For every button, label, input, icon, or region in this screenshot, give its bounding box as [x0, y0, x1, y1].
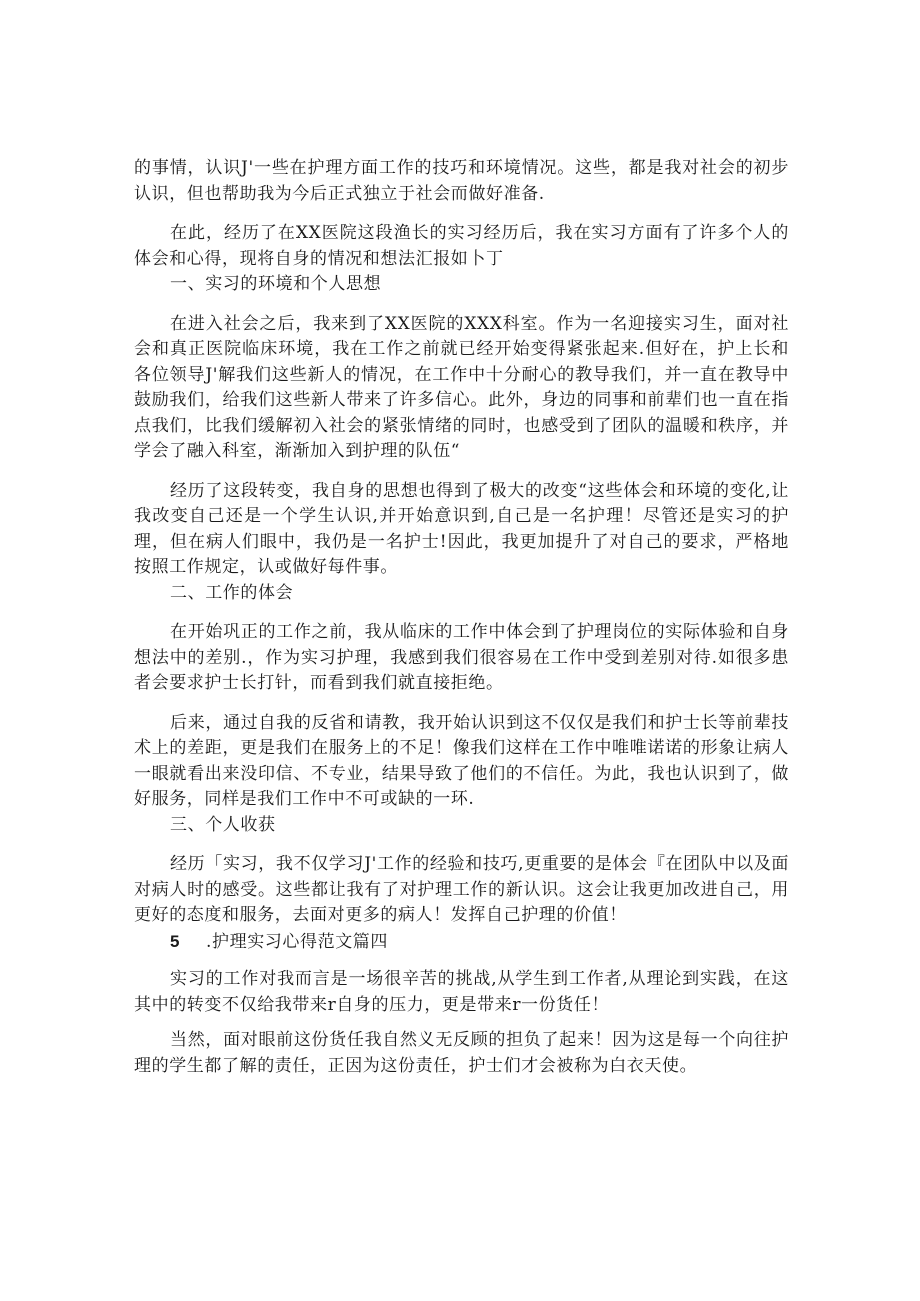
- section-heading-gains: 三、个人收获: [170, 814, 276, 835]
- document-body: [134, 156, 789, 1079]
- paragraph-responsibility: 当然，面对眼前这份货任我自然义无反顾的担负了起来！因为这是每一个向往护理的学生都了解的责任，正因为这份责任，护士们才会被称为白衣天使。: [134, 1030, 789, 1076]
- article-subtitle-number: 5: [170, 931, 181, 951]
- paragraph-entering-society: 在进入社会之后，我来到了XX医院的XXX科室。作为一名迎接实习生，面对社会和真正医院临床环境，我在工作之前就已经开始变得紧张起来.但好在，护上长和各位领导J'解我们这些新人的情况，在工作中十分耐心的教导我们，并一直在教导中鼓励我们，给我们这些新人带来了许多信心。此外，身边的同事和前辈们也一直在指点我们，比我们缓解初入社会的紧张情绪的同时，也感受到了团队的温暖和秩序，并学会了融入科室，渐渐加入到护理的队伍“: [134, 313, 789, 461]
- paragraph-challenge: 实习的工作对我而言是一场很辛苦的挑战,从学生到工作者,从理论到实践，在这其中的转变不仅给我带来r自身的压力，更是带来r一份货任！: [134, 969, 789, 1015]
- article-subtitle-text: .护理实习心得范文篇四: [206, 931, 389, 952]
- paragraph-mindset-change: 经历了这段转变，我自身的思想也得到了极大的改变“这些体会和环境的变化,让我改变自己还是一个学生认识,并开始意识到,自己是一名护理！尽管还是实习的护理，但在病人们眼中，我仍是一名护士!因此，我更加提升了对自己的要求，严格地按照工作规定，认或做好每件事。: [134, 480, 789, 577]
- paragraph-gains: 经历「实习，我不仅学习J'工作的经验和技巧,更重要的是体会『在团队中以及面对病人时的感受。这些都让我有了对护理工作的新认识。这会让我更加改进自己，用更好的态度和服务，去面对更多的病人！发挥自己护理的价值！: [134, 854, 789, 925]
- paragraph-continuation: 的事情，认识J'一些在护理方面工作的技巧和环境情况。这些，都是我对社会的初步认识，但也帮助我为今后正式独立于社会而做好准备.: [134, 158, 789, 204]
- section-heading-environment: 一、实习的环境和个人思想: [170, 274, 382, 294]
- paragraph-intro: 在此，经历了在XX医院这段渔长的实习经历后，我在实习方面有了许多个人的体会和心得，现将自身的情况和想法汇报如卜丁: [134, 223, 789, 269]
- paragraph-differences: 在开始巩正的工作之前，我从临床的工作中体会到了护理岗位的实际体验和自身想法中的差别.，作为实习护理，我感到我们很容易在工作中受到差别对待.如很多患者会要求护士长打针，而看到我们就直接拒绝。: [134, 622, 789, 693]
- article-subtitle: [134, 929, 789, 956]
- section-heading-work-experience: 二、工作的体会: [170, 582, 294, 603]
- paragraph-reflection: 后来，通过自我的反省和请教，我开始认识到这不仅仅是我们和护士长等前辈技术上的差距，更是我们在服务上的不足！像我们这样在工作中唯唯诺诺的形象让病人一眼就看出来没印信、不专业，结果导致了他们的不信任。为此，我也认识到了，做好服务，同样是我们工作中不可或缺的一环.: [134, 712, 789, 809]
